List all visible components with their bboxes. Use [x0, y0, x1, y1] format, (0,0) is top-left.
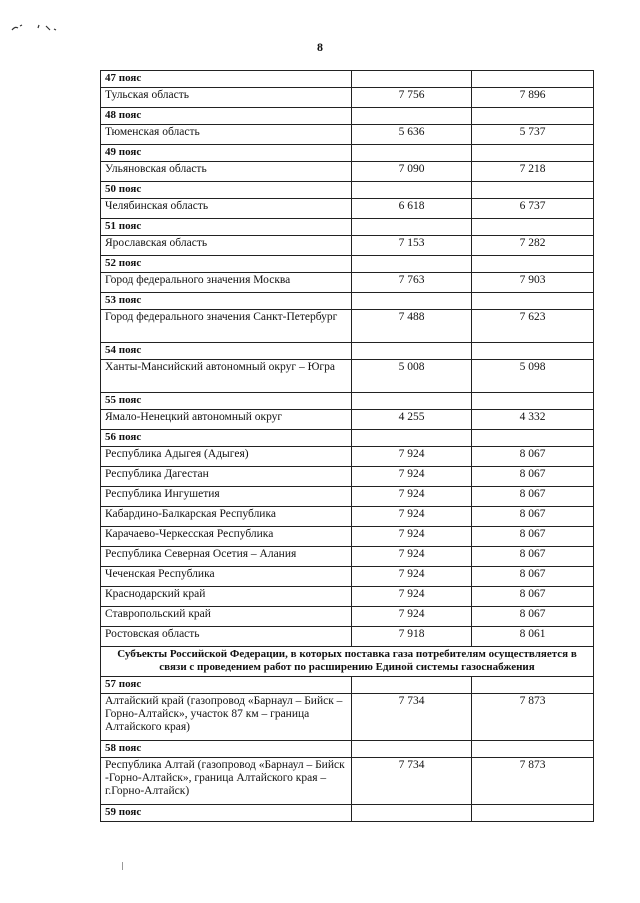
- empty-cell: [352, 219, 472, 236]
- region-name: Ханты-Мансийский автономный округ – Югра: [101, 360, 352, 393]
- empty-cell: [472, 677, 594, 694]
- table-row: [101, 273, 594, 293]
- price-value-2: 8 067: [472, 587, 594, 607]
- zone-header-row: [101, 741, 594, 758]
- empty-cell: [472, 393, 594, 410]
- price-value-1: 7 734: [352, 758, 472, 805]
- region-name: Республика Дагестан: [101, 467, 352, 487]
- empty-cell: [472, 430, 594, 447]
- zone-label: 52 пояс: [101, 256, 352, 273]
- zone-header-row: [101, 293, 594, 310]
- zone-header-row: [101, 430, 594, 447]
- price-value-2: 8 067: [472, 507, 594, 527]
- price-value-2: 8 067: [472, 527, 594, 547]
- price-value-2: 7 282: [472, 236, 594, 256]
- zone-header-row: [101, 677, 594, 694]
- empty-cell: [472, 182, 594, 199]
- table-body: [101, 71, 594, 822]
- empty-cell: [472, 343, 594, 360]
- zone-header-row: [101, 393, 594, 410]
- price-value-1: 7 924: [352, 567, 472, 587]
- price-value-2: 4 332: [472, 410, 594, 430]
- region-name: Тульская область: [101, 88, 352, 108]
- table-row: [101, 627, 594, 647]
- region-name: Республика Адыгея (Адыгея): [101, 447, 352, 467]
- table-row: [101, 527, 594, 547]
- zone-header-row: [101, 71, 594, 88]
- region-name: Краснодарский край: [101, 587, 352, 607]
- zone-header-row: [101, 219, 594, 236]
- section-header-row: [101, 647, 594, 677]
- price-value-2: 5 098: [472, 360, 594, 393]
- empty-cell: [352, 256, 472, 273]
- region-name: Город федерального значения Санкт-Петербург: [101, 310, 352, 343]
- table-row: [101, 199, 594, 219]
- empty-cell: [472, 145, 594, 162]
- zone-label: 50 пояс: [101, 182, 352, 199]
- price-value-1: 7 763: [352, 273, 472, 293]
- table-row: [101, 360, 594, 393]
- empty-cell: [352, 393, 472, 410]
- price-value-1: 7 924: [352, 447, 472, 467]
- table-row: [101, 125, 594, 145]
- empty-cell: [352, 293, 472, 310]
- table-row: [101, 547, 594, 567]
- price-value-2: 8 067: [472, 547, 594, 567]
- zone-header-row: [101, 343, 594, 360]
- region-name: Республика Ингушетия: [101, 487, 352, 507]
- price-value-1: 7 924: [352, 507, 472, 527]
- region-name: Тюменская область: [101, 125, 352, 145]
- price-value-1: 7 924: [352, 587, 472, 607]
- scan-artifact-marks: [8, 14, 68, 38]
- zone-label: 49 пояс: [101, 145, 352, 162]
- price-value-2: 7 218: [472, 162, 594, 182]
- price-value-2: 7 873: [472, 694, 594, 741]
- region-name: Город федерального значения Москва: [101, 273, 352, 293]
- price-value-2: 6 737: [472, 199, 594, 219]
- price-value-1: 7 924: [352, 547, 472, 567]
- empty-cell: [352, 741, 472, 758]
- price-value-2: 8 067: [472, 607, 594, 627]
- region-name: Ульяновская область: [101, 162, 352, 182]
- price-value-1: 7 488: [352, 310, 472, 343]
- price-value-2: 7 623: [472, 310, 594, 343]
- empty-cell: [352, 430, 472, 447]
- region-name: Ярославская область: [101, 236, 352, 256]
- price-value-1: 7 734: [352, 694, 472, 741]
- zone-header-row: [101, 805, 594, 822]
- table-row: [101, 507, 594, 527]
- region-name: Алтайский край (газопровод «Барнаул – Бийск – Горно-Алтайск», участок 87 км – граница Алтайского края): [101, 694, 352, 741]
- region-name: Челябинская область: [101, 199, 352, 219]
- zone-label: 59 пояс: [101, 805, 352, 822]
- zone-label: 55 пояс: [101, 393, 352, 410]
- price-value-1: 7 153: [352, 236, 472, 256]
- table-row: [101, 447, 594, 467]
- gas-price-zones-table: [100, 70, 594, 822]
- zone-label: 51 пояс: [101, 219, 352, 236]
- price-value-2: 8 067: [472, 467, 594, 487]
- empty-cell: [472, 71, 594, 88]
- empty-cell: [352, 805, 472, 822]
- table-row: [101, 567, 594, 587]
- section-title: Субъекты Российской Федерации, в которых поставка газа потребителям осуществляется в связи с проведением работ по расширению Единой системы газоснабжения: [101, 647, 594, 677]
- table-row: [101, 310, 594, 343]
- price-value-2: 5 737: [472, 125, 594, 145]
- price-value-1: 5 008: [352, 360, 472, 393]
- price-value-1: 7 924: [352, 527, 472, 547]
- empty-cell: [352, 677, 472, 694]
- zone-header-row: [101, 108, 594, 125]
- region-name: Республика Алтай (газопровод «Барнаул – Бийск -Горно-Алтайск», граница Алтайского края – г.Горно-Алтайск): [101, 758, 352, 805]
- zone-label: 48 пояс: [101, 108, 352, 125]
- zone-header-row: [101, 256, 594, 273]
- price-value-1: 4 255: [352, 410, 472, 430]
- table-row: [101, 88, 594, 108]
- table-row: [101, 410, 594, 430]
- empty-cell: [352, 108, 472, 125]
- zone-label: 56 пояс: [101, 430, 352, 447]
- region-name: Ростовская область: [101, 627, 352, 647]
- zone-label: 54 пояс: [101, 343, 352, 360]
- price-value-2: 7 873: [472, 758, 594, 805]
- empty-cell: [472, 219, 594, 236]
- price-value-2: 8 067: [472, 487, 594, 507]
- region-name: Кабардино-Балкарская Республика: [101, 507, 352, 527]
- price-value-2: 8 067: [472, 567, 594, 587]
- empty-cell: [352, 343, 472, 360]
- scan-artifact-mark: [122, 862, 123, 870]
- price-value-1: 5 636: [352, 125, 472, 145]
- table-row: [101, 467, 594, 487]
- empty-cell: [472, 108, 594, 125]
- empty-cell: [472, 805, 594, 822]
- zone-label: 57 пояс: [101, 677, 352, 694]
- empty-cell: [472, 293, 594, 310]
- region-name: Республика Северная Осетия – Алания: [101, 547, 352, 567]
- price-value-1: 7 924: [352, 467, 472, 487]
- empty-cell: [472, 741, 594, 758]
- price-value-1: 7 924: [352, 607, 472, 627]
- price-value-1: 7 918: [352, 627, 472, 647]
- price-value-2: 7 903: [472, 273, 594, 293]
- table-row: [101, 694, 594, 741]
- page-number: 8: [317, 40, 323, 54]
- empty-cell: [472, 256, 594, 273]
- zone-label: 47 пояс: [101, 71, 352, 88]
- price-value-2: 7 896: [472, 88, 594, 108]
- price-value-1: 6 618: [352, 199, 472, 219]
- zone-label: 53 пояс: [101, 293, 352, 310]
- table-row: [101, 587, 594, 607]
- region-name: Ставропольский край: [101, 607, 352, 627]
- region-name: Карачаево-Черкесская Республика: [101, 527, 352, 547]
- price-value-1: 7 924: [352, 487, 472, 507]
- table-row: [101, 487, 594, 507]
- table-row: [101, 162, 594, 182]
- table-row: [101, 607, 594, 627]
- price-value-1: 7 756: [352, 88, 472, 108]
- empty-cell: [352, 182, 472, 199]
- table-row: [101, 758, 594, 805]
- zone-header-row: [101, 182, 594, 199]
- zone-label: 58 пояс: [101, 741, 352, 758]
- empty-cell: [352, 71, 472, 88]
- table-row: [101, 236, 594, 256]
- region-name: Чеченская Республика: [101, 567, 352, 587]
- zone-header-row: [101, 145, 594, 162]
- price-value-2: 8 061: [472, 627, 594, 647]
- price-value-2: 8 067: [472, 447, 594, 467]
- empty-cell: [352, 145, 472, 162]
- region-name: Ямало-Ненецкий автономный округ: [101, 410, 352, 430]
- price-value-1: 7 090: [352, 162, 472, 182]
